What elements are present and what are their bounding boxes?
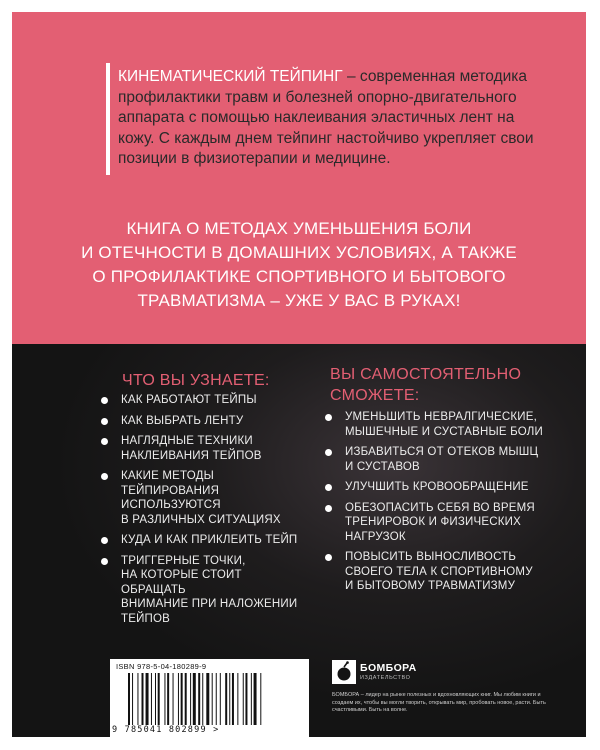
barcode-bar bbox=[173, 673, 174, 725]
barcode-bar bbox=[142, 673, 144, 725]
barcode-bar bbox=[151, 673, 152, 725]
learn-list bbox=[101, 393, 301, 626]
barcode-bar bbox=[193, 673, 196, 725]
barcode-bar bbox=[128, 673, 130, 725]
bullet-icon bbox=[325, 505, 332, 512]
list-item: УЛУЧШИТЬ КРОВООБРАЩЕНИЕ bbox=[325, 480, 565, 495]
barcode-bar bbox=[251, 673, 252, 725]
can-title: ВЫ САМОСТОЯТЕЛЬНО СМОЖЕТЕ: bbox=[330, 366, 522, 404]
barcode-bar bbox=[229, 673, 230, 725]
bullet-icon bbox=[101, 558, 108, 565]
publisher-text: БОМБОРА – лидер на рынке полезных и вдохновляющих книг. Мы любим книги и создаем их, чтобы вы могли творить, открывать мир, пробовать новое, расти. Быть счастливыми. Быть на волне. bbox=[332, 692, 546, 713]
barcode-bar bbox=[190, 673, 191, 725]
barcode-bar bbox=[202, 673, 203, 725]
bullet-icon bbox=[101, 438, 108, 445]
barcode bbox=[110, 659, 309, 739]
barcode-number: 9 785041 802899 > bbox=[112, 725, 220, 735]
barcode-bar bbox=[212, 673, 213, 725]
bullet-icon bbox=[101, 537, 108, 544]
bullet-icon bbox=[325, 449, 332, 456]
barcode-bar bbox=[181, 673, 183, 725]
barcode-bar bbox=[254, 673, 257, 725]
list-item: ИЗБАВИТЬСЯ ОТ ОТЕКОВ МЫШЦ И СУСТАВОВ bbox=[325, 445, 565, 474]
barcode-bar bbox=[164, 673, 165, 725]
intro-text: – современная методика профилактики травм и болезней опорно-двигательного аппарата с помощью наклеивания эластичных лент на кожу. С каждым днем тейпинг настойчиво укрепляет свои позиции в физиотерапии и медицине. bbox=[118, 68, 534, 167]
intro-paragraph bbox=[118, 67, 538, 170]
barcode-bar bbox=[237, 673, 238, 725]
bullet-icon bbox=[325, 554, 332, 561]
learn-title: ЧТО ВЫ УЗНАЕТЕ: bbox=[122, 372, 270, 389]
list-item: КАКИЕ МЕТОДЫ ТЕЙПИРОВАНИЯ ИСПОЛЬЗУЮТСЯ В РАЗЛИЧНЫХ СИТУАЦИЯХ bbox=[101, 469, 301, 527]
bullet-icon bbox=[101, 397, 108, 404]
headline-line: ТРАВМАТИЗМА – УЖЕ У ВАС В РУКАХ! bbox=[137, 291, 461, 310]
headline-line: КНИГА О МЕТОДАХ УМЕНЬШЕНИЯ БОЛИ bbox=[126, 219, 472, 238]
list-item: ПОВЫСИТЬ ВЫНОСЛИВОСТЬ СВОЕГО ТЕЛА К СПОРТИВНОМУ И БЫТОВОМУ ТРАВМАТИЗМУ bbox=[325, 550, 565, 594]
list-item: КАК РАБОТАЮТ ТЕЙПЫ bbox=[101, 393, 301, 408]
barcode-bar bbox=[225, 673, 227, 725]
barcode-bar bbox=[167, 673, 169, 725]
bullet-icon bbox=[101, 418, 108, 425]
bullet-icon bbox=[325, 484, 332, 491]
bullet-icon bbox=[101, 473, 108, 480]
list-item: ТРИГГЕРНЫЕ ТОЧКИ, НА КОТОРЫЕ СТОИТ ОБРАЩАТЬ ВНИМАНИЕ ПРИ НАЛОЖЕНИИ ТЕЙПОВ bbox=[101, 554, 301, 627]
barcode-bar bbox=[243, 673, 244, 725]
barcode-bar bbox=[185, 673, 187, 725]
barcode-bar bbox=[146, 673, 149, 725]
pink-section bbox=[12, 12, 586, 344]
barcode-bar bbox=[155, 673, 156, 725]
barcode-bar bbox=[220, 673, 221, 725]
publisher-sub: ИЗДАТЕЛЬСТВО bbox=[360, 675, 411, 681]
bullet-icon bbox=[325, 414, 332, 421]
bombora-logo-icon bbox=[332, 660, 356, 684]
barcode-bar bbox=[216, 673, 217, 725]
publisher-name: БОМБОРА bbox=[360, 662, 417, 674]
barcode-bar bbox=[178, 673, 179, 725]
intro-highlight: КИНЕМАТИЧЕСКИЙ ТЕЙПИНГ bbox=[118, 68, 343, 85]
intro-accent-bar bbox=[106, 63, 110, 175]
list-item: ОБЕЗОПАСИТЬ СЕБЯ ВО ВРЕМЯ ТРЕНИРОВОК И ФИЗИЧЕСКИХ НАГРУЗОК bbox=[325, 501, 565, 545]
barcode-bar bbox=[132, 673, 133, 725]
barcode-bar bbox=[245, 673, 247, 725]
barcode-bar bbox=[158, 673, 160, 725]
barcode-bar bbox=[137, 673, 138, 725]
list-item: НАГЛЯДНЫЕ ТЕХНИКИ НАКЛЕИВАНИЯ ТЕЙПОВ bbox=[101, 434, 301, 463]
can-list bbox=[325, 410, 565, 594]
headline-line: И ОТЕЧНОСТИ В ДОМАШНИХ УСЛОВИЯХ, А ТАКЖЕ bbox=[81, 243, 517, 262]
list-item: УМЕНЬШИТЬ НЕВРАЛГИЧЕСКИЕ, МЫШЕЧНЫЕ И СУСТАВНЫЕ БОЛИ bbox=[325, 410, 565, 439]
barcode-bar bbox=[198, 673, 200, 725]
barcode-bars bbox=[128, 673, 293, 725]
headline bbox=[12, 217, 586, 313]
list-item: КУДА И КАК ПРИКЛЕИТЬ ТЕЙП bbox=[101, 533, 301, 548]
barcode-bar bbox=[206, 673, 209, 725]
barcode-bar bbox=[260, 673, 261, 725]
headline-line: О ПРОФИЛАКТИКЕ СПОРТИВНОГО И БЫТОВОГО bbox=[92, 267, 506, 286]
barcode-bar bbox=[232, 673, 234, 725]
isbn-text: ISBN 978-5-04-180289-9 bbox=[116, 662, 207, 671]
list-item: КАК ВЫБРАТЬ ЛЕНТУ bbox=[101, 414, 301, 429]
